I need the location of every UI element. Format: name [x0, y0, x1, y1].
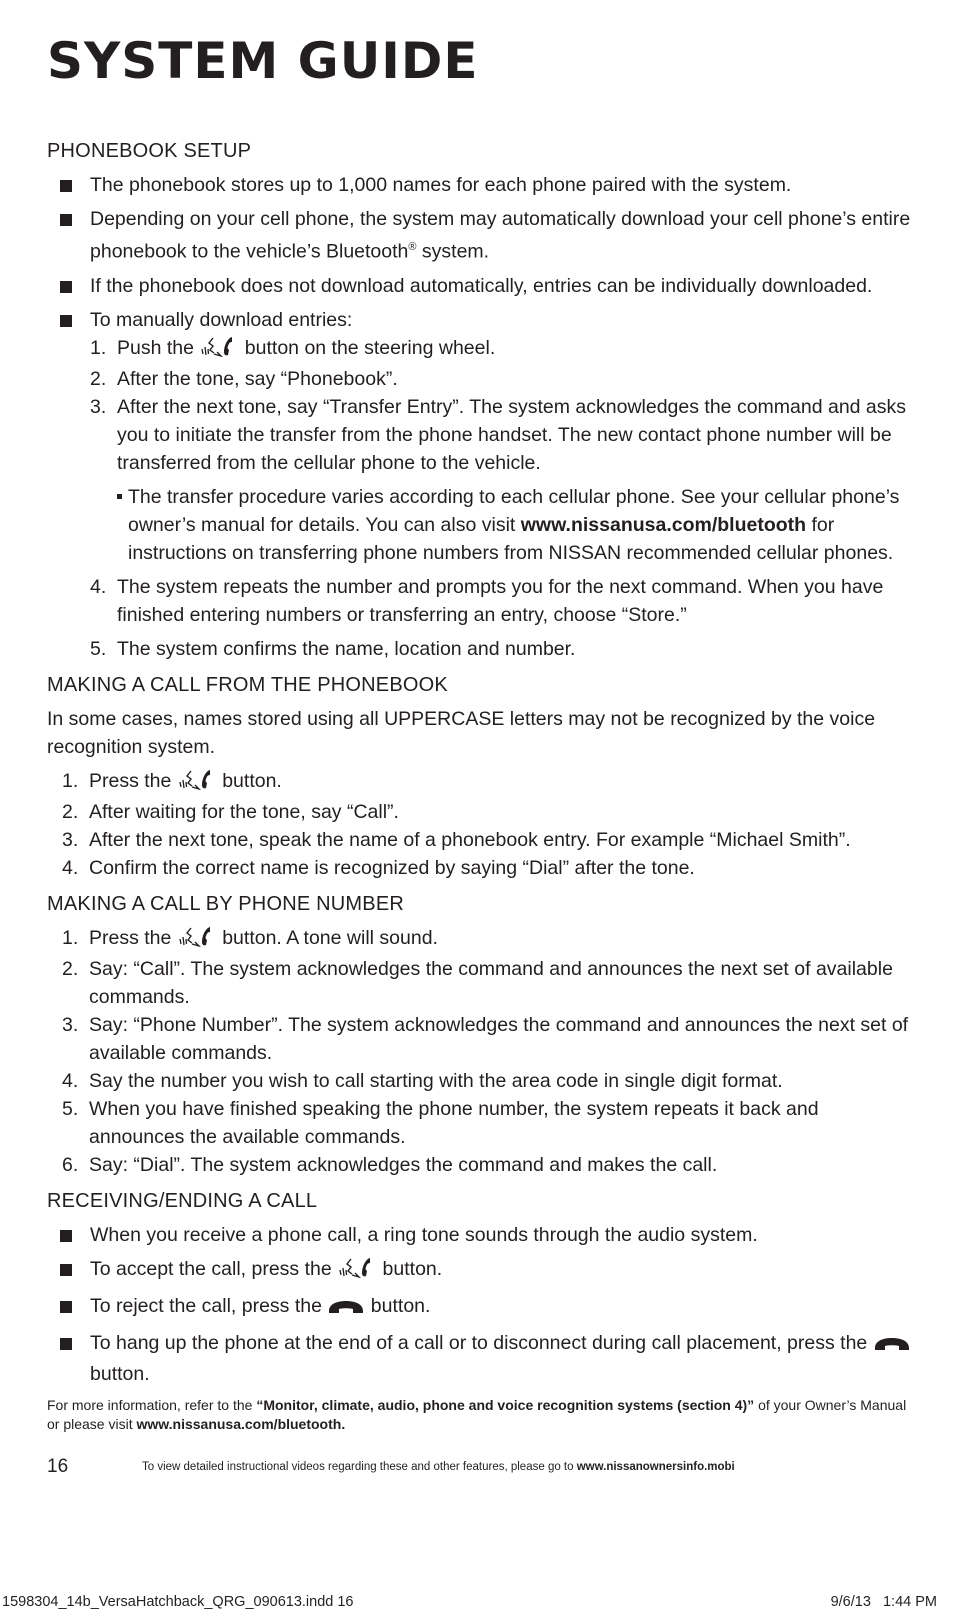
step-item — [62, 924, 917, 955]
step-number: 1. — [62, 769, 79, 792]
list-item-text: system. — [416, 240, 490, 263]
list-item — [47, 205, 917, 266]
note-text: To view detailed instructional videos regarding these and other features, please go to — [142, 1461, 577, 1473]
numbered-steps — [62, 767, 917, 882]
list-item-text: When you receive a phone call, a ring tone sounds through the audio system. — [90, 1223, 758, 1246]
bluetooth-url: www.nissanusa.com/bluetooth — [520, 513, 807, 536]
square-bullet-icon — [60, 1230, 72, 1242]
step-text: After the tone, say “Phonebook”. — [117, 367, 398, 390]
step-text: After the next tone, speak the name of a phonebook entry. For example “Michael Smith”. — [89, 828, 851, 851]
step-item — [90, 393, 917, 567]
registered-mark: ® — [408, 241, 417, 253]
list-item-text: Depending on your cell phone, the system may automatically download your cell phone’s entire phonebook to the vehicle’s Bluetooth — [90, 208, 911, 263]
numbered-steps — [90, 334, 917, 663]
step-number: 4. — [62, 1069, 79, 1092]
sub-bullet-note — [117, 483, 917, 567]
step-number: 4. — [62, 856, 79, 879]
step-item — [62, 1067, 917, 1095]
talk-phone-icon — [177, 768, 217, 798]
step-text: button. A tone will sound. — [216, 926, 438, 949]
step-item — [90, 365, 917, 393]
step-item — [90, 573, 917, 629]
step-item — [62, 767, 917, 798]
step-item — [62, 955, 917, 1011]
step-text: Say the number you wish to call starting with the area code in single digit format. — [89, 1069, 783, 1092]
list-item-text: button. — [365, 1294, 431, 1317]
section-heading: MAKING A CALL FROM THE PHONEBOOK — [47, 673, 448, 696]
step-text: After waiting for the tone, say “Call”. — [89, 800, 399, 823]
step-number: 2. — [62, 800, 79, 823]
step-number: 4. — [90, 575, 107, 598]
list-item — [47, 1329, 917, 1388]
section-heading: PHONEBOOK SETUP — [47, 140, 252, 162]
step-text: Say: “Phone Number”. The system acknowledges the command and announces the next set of available commands. — [89, 1013, 909, 1064]
section-heading: MAKING A CALL BY PHONE NUMBER — [47, 892, 405, 915]
list-item — [47, 306, 917, 334]
bullet-list — [47, 171, 917, 334]
note-text: The transfer procedure varies according to each cellular phone. See your cellular phone’s owner’s manual for details. You can also visit — [128, 485, 900, 536]
section-heading: RECEIVING/ENDING A CALL — [47, 1189, 318, 1212]
page-title: SYSTEM GUIDE — [47, 32, 479, 90]
step-item — [62, 1095, 917, 1151]
list-item — [47, 1221, 917, 1249]
step-text: The system confirms the name, location and number. — [117, 637, 576, 660]
list-item-text: To accept the call, press the — [90, 1257, 338, 1280]
receiving-section — [47, 1187, 917, 1388]
step-item — [62, 826, 917, 854]
phonebook-setup-section — [47, 137, 917, 663]
talk-phone-icon — [177, 925, 217, 955]
step-number: 3. — [90, 395, 107, 418]
list-item — [47, 171, 917, 199]
step-number: 1. — [62, 926, 79, 949]
numbered-steps — [62, 924, 917, 1179]
step-number: 5. — [62, 1097, 79, 1120]
step-text: The system repeats the number and prompts you for the next command. When you have finished entering numbers or transferring an entry, choose “Store.” — [117, 575, 884, 626]
step-item — [62, 798, 917, 826]
list-item-text: The phonebook stores up to 1,000 names for each phone paired with the system. — [90, 174, 792, 196]
step-text: Say: “Dial”. The system acknowledges the command and makes the call. — [89, 1153, 718, 1176]
page-content — [47, 137, 917, 1434]
list-item — [47, 1292, 917, 1323]
owners-info-url: www.nissanownersinfo.mobi — [576, 1461, 735, 1473]
step-number: 2. — [90, 367, 107, 390]
list-item-text: button. — [377, 1257, 443, 1280]
square-bullet-icon — [60, 1301, 72, 1313]
square-bullet-icon — [60, 315, 72, 327]
step-item — [90, 635, 917, 663]
step-number: 3. — [62, 1013, 79, 1036]
step-number: 6. — [62, 1153, 79, 1176]
list-item-text: If the phonebook does not download automatically, entries can be individually downloaded. — [90, 274, 873, 297]
step-number: 5. — [90, 637, 107, 660]
step-text: Confirm the correct name is recognized by saying “Dial” after the tone. — [89, 856, 695, 879]
step-text: Say: “Call”. The system acknowledges the command and announces the next set of available commands. — [89, 957, 893, 1008]
step-text: Push the — [117, 336, 200, 359]
step-number: 1. — [90, 336, 107, 359]
more-info-note — [47, 1396, 917, 1434]
intro-paragraph: In some cases, names stored using all UPPERCASE letters may not be recognized by the voice recognition system. — [47, 707, 876, 758]
hang-up-icon — [327, 1295, 365, 1323]
square-bullet-icon — [60, 214, 72, 226]
step-text: button on the steering wheel. — [239, 336, 496, 359]
talk-phone-icon — [337, 1256, 377, 1286]
talk-phone-icon — [199, 335, 239, 365]
square-bullet-icon — [60, 1264, 72, 1276]
step-text: button. — [216, 769, 282, 792]
step-text: Press the — [89, 769, 177, 792]
note-text: for instructions on transferring phone numbers from NISSAN recommended cellular phones. — [128, 513, 894, 564]
square-bullet-icon — [60, 281, 72, 293]
step-text: When you have finished speaking the phone number, the system repeats it back and announces the available commands. — [89, 1097, 819, 1148]
step-item — [90, 334, 917, 365]
number-call-section — [47, 890, 917, 1179]
bluetooth-url: www.nissanusa.com/bluetooth. — [136, 1415, 346, 1432]
hang-up-icon — [873, 1332, 911, 1360]
small-square-bullet-icon — [117, 494, 122, 499]
note-text: For more information, refer to the — [47, 1396, 257, 1413]
step-item — [62, 1151, 917, 1179]
list-item-text: button. — [90, 1362, 150, 1385]
list-item — [47, 272, 917, 300]
step-number: 3. — [62, 828, 79, 851]
list-item — [47, 1255, 917, 1286]
step-text: After the next tone, say “Transfer Entry”. The system acknowledges the command and asks you to initiate the transfer from the phone handset. The new contact phone number will be transferred from the cellular phone to the vehicle. — [117, 395, 907, 474]
step-item — [62, 854, 917, 882]
square-bullet-icon — [60, 180, 72, 192]
print-slug-timestamp: 9/6/13 1:44 PM — [830, 1594, 937, 1610]
page-number: 16 — [47, 1456, 69, 1477]
phonebook-call-section — [47, 671, 917, 882]
note-text: of your Owner’s Manual or please visit — [47, 1396, 907, 1432]
square-bullet-icon — [60, 1338, 72, 1350]
list-item-text: To manually download entries: — [90, 308, 353, 331]
videos-note — [142, 1461, 735, 1473]
list-item-text: To reject the call, press the — [90, 1294, 328, 1317]
step-text: Press the — [89, 926, 177, 949]
list-item-text: To hang up the phone at the end of a call or to disconnect during call placement, press the — [90, 1331, 873, 1354]
bullet-list — [47, 1221, 917, 1388]
print-slug-filename: 1598304_14b_VersaHatchback_QRG_090613.indd 16 — [2, 1594, 354, 1610]
step-item — [62, 1011, 917, 1067]
step-number: 2. — [62, 957, 79, 980]
manual-section-reference: “Monitor, climate, audio, phone and voice recognition systems (section 4)” — [256, 1396, 755, 1413]
